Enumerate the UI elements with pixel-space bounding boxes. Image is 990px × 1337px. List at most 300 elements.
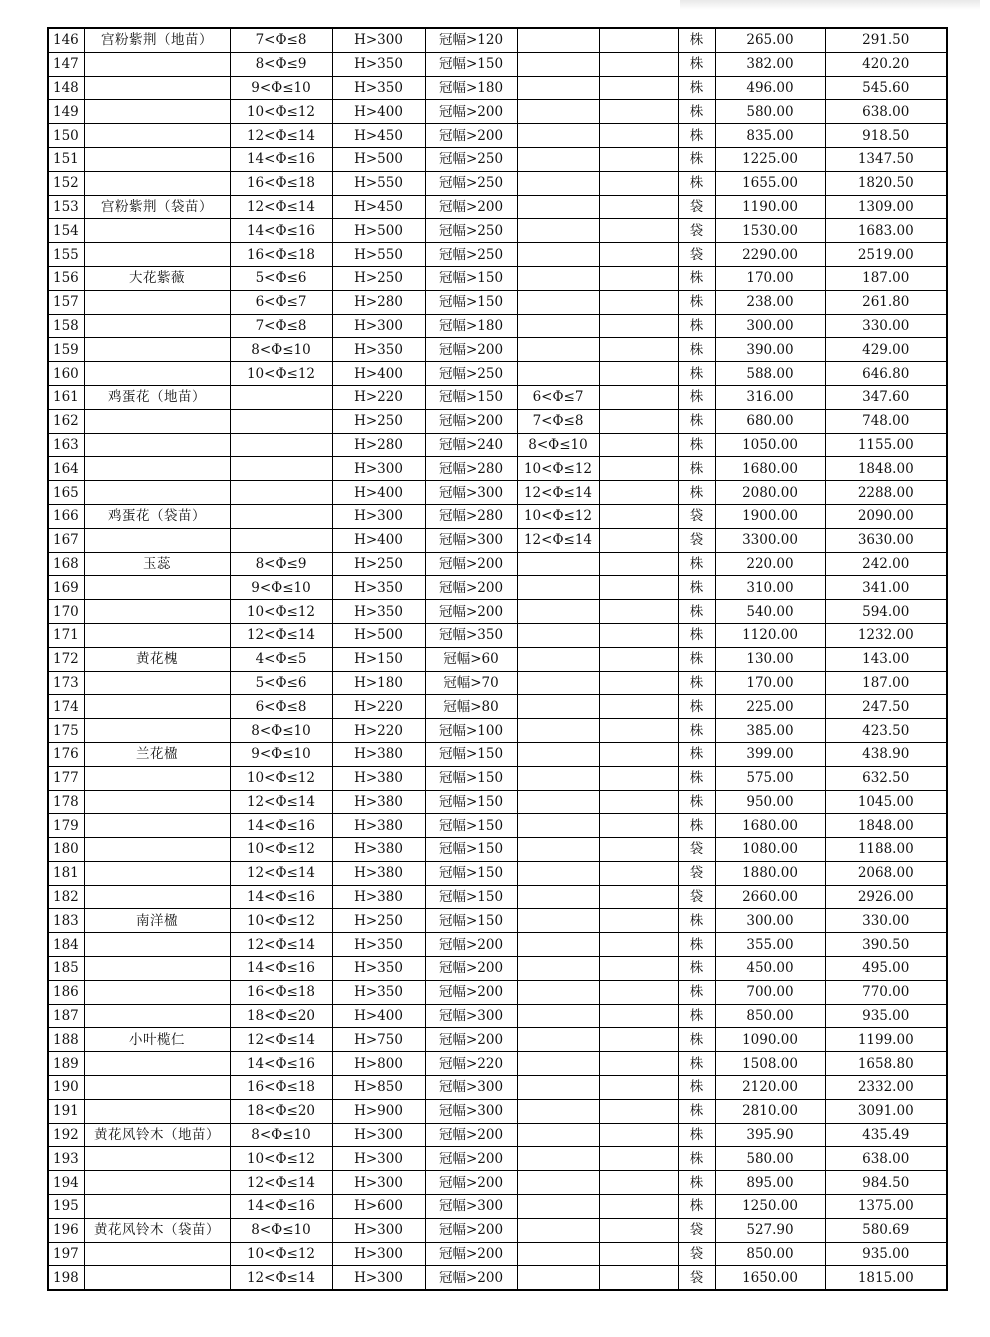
row-number-cell: 166 xyxy=(48,504,84,528)
row-number-cell: 167 xyxy=(48,528,84,552)
table-row xyxy=(48,909,947,933)
unit-cell: 株 xyxy=(678,647,715,671)
unit-cell: 株 xyxy=(678,623,715,647)
unit-cell: 袋 xyxy=(678,243,715,267)
height-cell: H>280 xyxy=(332,290,425,314)
row-number-cell: 176 xyxy=(48,742,84,766)
blank-column-cell xyxy=(599,28,678,52)
row-number-cell: 185 xyxy=(48,957,84,981)
ground-diameter-cell xyxy=(517,600,599,624)
height-cell: H>180 xyxy=(332,671,425,695)
ground-diameter-cell xyxy=(517,52,599,76)
ground-diameter-cell xyxy=(517,814,599,838)
blank-column-cell xyxy=(599,623,678,647)
blank-column-cell xyxy=(599,1195,678,1219)
unit-price-cell: 700.00 xyxy=(715,980,825,1004)
row-number-cell: 195 xyxy=(48,1195,84,1219)
trunk-diameter-cell xyxy=(230,481,332,505)
blank-column-cell xyxy=(599,861,678,885)
row-number-cell: 183 xyxy=(48,909,84,933)
plant-name-cell xyxy=(84,1147,230,1171)
crown-width-cell: 冠幅>200 xyxy=(425,957,517,981)
height-cell: H>380 xyxy=(332,861,425,885)
height-cell: H>300 xyxy=(332,1147,425,1171)
plant-name-cell xyxy=(84,171,230,195)
trunk-diameter-cell: 12<Φ≤14 xyxy=(230,1028,332,1052)
total-price-cell: 1815.00 xyxy=(825,1266,947,1290)
ground-diameter-cell xyxy=(517,742,599,766)
total-price-cell: 291.50 xyxy=(825,28,947,52)
row-number-cell: 173 xyxy=(48,671,84,695)
trunk-diameter-cell: 10<Φ≤12 xyxy=(230,1147,332,1171)
unit-cell: 株 xyxy=(678,814,715,838)
table-row xyxy=(48,647,947,671)
height-cell: H>350 xyxy=(332,76,425,100)
ground-diameter-cell xyxy=(517,552,599,576)
row-number-cell: 188 xyxy=(48,1028,84,1052)
unit-cell: 袋 xyxy=(678,219,715,243)
row-number-cell: 146 xyxy=(48,28,84,52)
total-price-cell: 420.20 xyxy=(825,52,947,76)
total-price-cell: 545.60 xyxy=(825,76,947,100)
total-price-cell: 1658.80 xyxy=(825,1052,947,1076)
row-number-cell: 191 xyxy=(48,1099,84,1123)
table-row xyxy=(48,28,947,52)
crown-width-cell: 冠幅>200 xyxy=(425,1266,517,1290)
crown-width-cell: 冠幅>250 xyxy=(425,219,517,243)
table-row xyxy=(48,147,947,171)
unit-cell: 株 xyxy=(678,1195,715,1219)
unit-cell: 株 xyxy=(678,76,715,100)
total-price-cell: 594.00 xyxy=(825,600,947,624)
trunk-diameter-cell xyxy=(230,385,332,409)
unit-cell: 株 xyxy=(678,980,715,1004)
row-number-cell: 193 xyxy=(48,1147,84,1171)
crown-width-cell: 冠幅>300 xyxy=(425,1195,517,1219)
crown-width-cell: 冠幅>250 xyxy=(425,171,517,195)
ground-diameter-cell xyxy=(517,1004,599,1028)
trunk-diameter-cell: 14<Φ≤16 xyxy=(230,957,332,981)
trunk-diameter-cell: 12<Φ≤14 xyxy=(230,623,332,647)
unit-price-cell: 130.00 xyxy=(715,647,825,671)
table-row xyxy=(48,671,947,695)
height-cell: H>300 xyxy=(332,1123,425,1147)
unit-price-cell: 265.00 xyxy=(715,28,825,52)
crown-width-cell: 冠幅>150 xyxy=(425,385,517,409)
trunk-diameter-cell xyxy=(230,433,332,457)
table-row xyxy=(48,576,947,600)
unit-price-cell: 1225.00 xyxy=(715,147,825,171)
total-price-cell: 646.80 xyxy=(825,362,947,386)
unit-price-cell: 835.00 xyxy=(715,124,825,148)
unit-cell: 袋 xyxy=(678,195,715,219)
row-number-cell: 159 xyxy=(48,338,84,362)
unit-price-cell: 170.00 xyxy=(715,266,825,290)
blank-column-cell xyxy=(599,266,678,290)
ground-diameter-cell xyxy=(517,338,599,362)
blank-column-cell xyxy=(599,957,678,981)
plant-name-cell: 黄花风铃木（袋苗） xyxy=(84,1218,230,1242)
ground-diameter-cell xyxy=(517,290,599,314)
unit-price-cell: 1680.00 xyxy=(715,814,825,838)
unit-cell: 株 xyxy=(678,290,715,314)
height-cell: H>350 xyxy=(332,338,425,362)
height-cell: H>550 xyxy=(332,243,425,267)
trunk-diameter-cell: 16<Φ≤18 xyxy=(230,1076,332,1100)
row-number-cell: 157 xyxy=(48,290,84,314)
ground-diameter-cell xyxy=(517,147,599,171)
table-row xyxy=(48,314,947,338)
trunk-diameter-cell: 14<Φ≤16 xyxy=(230,1195,332,1219)
trunk-diameter-cell: 5<Φ≤6 xyxy=(230,671,332,695)
unit-price-cell: 950.00 xyxy=(715,790,825,814)
height-cell: H>280 xyxy=(332,433,425,457)
crown-width-cell: 冠幅>200 xyxy=(425,1028,517,1052)
row-number-cell: 160 xyxy=(48,362,84,386)
height-cell: H>380 xyxy=(332,814,425,838)
crown-width-cell: 冠幅>150 xyxy=(425,790,517,814)
blank-column-cell xyxy=(599,1218,678,1242)
unit-price-cell: 1655.00 xyxy=(715,171,825,195)
total-price-cell: 2519.00 xyxy=(825,243,947,267)
table-row xyxy=(48,1099,947,1123)
ground-diameter-cell xyxy=(517,671,599,695)
blank-column-cell xyxy=(599,100,678,124)
crown-width-cell: 冠幅>180 xyxy=(425,314,517,338)
table-row xyxy=(48,957,947,981)
blank-column-cell xyxy=(599,1099,678,1123)
unit-price-cell: 588.00 xyxy=(715,362,825,386)
table-row xyxy=(48,124,947,148)
unit-price-cell: 527.90 xyxy=(715,1218,825,1242)
table-row xyxy=(48,76,947,100)
total-price-cell: 918.50 xyxy=(825,124,947,148)
blank-column-cell xyxy=(599,1147,678,1171)
unit-cell: 株 xyxy=(678,171,715,195)
table-row xyxy=(48,838,947,862)
table-row xyxy=(48,552,947,576)
trunk-diameter-cell: 12<Φ≤14 xyxy=(230,790,332,814)
crown-width-cell: 冠幅>200 xyxy=(425,100,517,124)
blank-column-cell xyxy=(599,124,678,148)
unit-cell: 株 xyxy=(678,742,715,766)
ground-diameter-cell: 7<Φ≤8 xyxy=(517,409,599,433)
blank-column-cell xyxy=(599,1266,678,1290)
height-cell: H>450 xyxy=(332,195,425,219)
crown-width-cell: 冠幅>60 xyxy=(425,647,517,671)
unit-cell: 株 xyxy=(678,671,715,695)
unit-price-cell: 385.00 xyxy=(715,719,825,743)
height-cell: H>250 xyxy=(332,266,425,290)
height-cell: H>850 xyxy=(332,1076,425,1100)
plant-name-cell xyxy=(84,481,230,505)
ground-diameter-cell xyxy=(517,1266,599,1290)
unit-price-cell: 395.90 xyxy=(715,1123,825,1147)
trunk-diameter-cell: 8<Φ≤9 xyxy=(230,552,332,576)
height-cell: H>400 xyxy=(332,481,425,505)
crown-width-cell: 冠幅>240 xyxy=(425,433,517,457)
blank-column-cell xyxy=(599,1004,678,1028)
unit-price-cell: 399.00 xyxy=(715,742,825,766)
trunk-diameter-cell: 4<Φ≤5 xyxy=(230,647,332,671)
trunk-diameter-cell: 14<Φ≤16 xyxy=(230,885,332,909)
ground-diameter-cell xyxy=(517,100,599,124)
unit-cell: 株 xyxy=(678,766,715,790)
table-row xyxy=(48,1052,947,1076)
blank-column-cell xyxy=(599,409,678,433)
height-cell: H>300 xyxy=(332,28,425,52)
plant-name-cell xyxy=(84,671,230,695)
table-row xyxy=(48,766,947,790)
plant-name-cell xyxy=(84,338,230,362)
row-number-cell: 153 xyxy=(48,195,84,219)
trunk-diameter-cell: 12<Φ≤14 xyxy=(230,861,332,885)
trunk-diameter-cell: 8<Φ≤10 xyxy=(230,1123,332,1147)
row-number-cell: 151 xyxy=(48,147,84,171)
total-price-cell: 2926.00 xyxy=(825,885,947,909)
plant-name-cell xyxy=(84,1076,230,1100)
trunk-diameter-cell: 8<Φ≤9 xyxy=(230,52,332,76)
height-cell: H>220 xyxy=(332,385,425,409)
total-price-cell: 242.00 xyxy=(825,552,947,576)
ground-diameter-cell xyxy=(517,909,599,933)
height-cell: H>150 xyxy=(332,647,425,671)
unit-cell: 株 xyxy=(678,552,715,576)
ground-diameter-cell xyxy=(517,1123,599,1147)
height-cell: H>350 xyxy=(332,933,425,957)
trunk-diameter-cell: 10<Φ≤12 xyxy=(230,100,332,124)
ground-diameter-cell xyxy=(517,957,599,981)
row-number-cell: 181 xyxy=(48,861,84,885)
total-price-cell: 347.60 xyxy=(825,385,947,409)
height-cell: H>500 xyxy=(332,147,425,171)
unit-cell: 株 xyxy=(678,362,715,386)
height-cell: H>550 xyxy=(332,171,425,195)
plant-name-cell xyxy=(84,885,230,909)
ground-diameter-cell xyxy=(517,885,599,909)
ground-diameter-cell: 8<Φ≤10 xyxy=(517,433,599,457)
plant-name-cell xyxy=(84,980,230,1004)
plant-name-cell xyxy=(84,457,230,481)
height-cell: H>350 xyxy=(332,957,425,981)
table-row xyxy=(48,504,947,528)
unit-cell: 株 xyxy=(678,1171,715,1195)
crown-width-cell: 冠幅>200 xyxy=(425,1242,517,1266)
total-price-cell: 1683.00 xyxy=(825,219,947,243)
plant-name-cell xyxy=(84,933,230,957)
row-number-cell: 156 xyxy=(48,266,84,290)
unit-price-cell: 1650.00 xyxy=(715,1266,825,1290)
total-price-cell: 390.50 xyxy=(825,933,947,957)
unit-price-cell: 1090.00 xyxy=(715,1028,825,1052)
unit-cell: 株 xyxy=(678,52,715,76)
crown-width-cell: 冠幅>200 xyxy=(425,1147,517,1171)
unit-price-cell: 895.00 xyxy=(715,1171,825,1195)
height-cell: H>250 xyxy=(332,409,425,433)
blank-column-cell xyxy=(599,1028,678,1052)
blank-column-cell xyxy=(599,600,678,624)
blank-column-cell xyxy=(599,290,678,314)
plant-name-cell xyxy=(84,719,230,743)
unit-cell: 株 xyxy=(678,266,715,290)
unit-price-cell: 2080.00 xyxy=(715,481,825,505)
trunk-diameter-cell: 14<Φ≤16 xyxy=(230,814,332,838)
total-price-cell: 2332.00 xyxy=(825,1076,947,1100)
unit-cell: 株 xyxy=(678,1076,715,1100)
plant-name-cell xyxy=(84,1004,230,1028)
plant-name-cell xyxy=(84,576,230,600)
total-price-cell: 330.00 xyxy=(825,314,947,338)
crown-width-cell: 冠幅>300 xyxy=(425,1099,517,1123)
height-cell: H>350 xyxy=(332,52,425,76)
ground-diameter-cell xyxy=(517,695,599,719)
total-price-cell: 580.69 xyxy=(825,1218,947,1242)
trunk-diameter-cell: 12<Φ≤14 xyxy=(230,124,332,148)
trunk-diameter-cell: 12<Φ≤14 xyxy=(230,1171,332,1195)
unit-cell: 袋 xyxy=(678,1242,715,1266)
height-cell: H>300 xyxy=(332,504,425,528)
row-number-cell: 178 xyxy=(48,790,84,814)
crown-width-cell: 冠幅>100 xyxy=(425,719,517,743)
unit-cell: 株 xyxy=(678,481,715,505)
crown-width-cell: 冠幅>300 xyxy=(425,528,517,552)
total-price-cell: 632.50 xyxy=(825,766,947,790)
unit-price-cell: 1250.00 xyxy=(715,1195,825,1219)
plant-name-cell xyxy=(84,695,230,719)
crown-width-cell: 冠幅>350 xyxy=(425,623,517,647)
table-row xyxy=(48,433,947,457)
crown-width-cell: 冠幅>250 xyxy=(425,243,517,267)
crown-width-cell: 冠幅>150 xyxy=(425,838,517,862)
ground-diameter-cell xyxy=(517,124,599,148)
unit-price-cell: 170.00 xyxy=(715,671,825,695)
plant-name-cell: 兰花楹 xyxy=(84,742,230,766)
height-cell: H>750 xyxy=(332,1028,425,1052)
plant-name-cell xyxy=(84,147,230,171)
table-row xyxy=(48,933,947,957)
trunk-diameter-cell: 7<Φ≤8 xyxy=(230,28,332,52)
row-number-cell: 148 xyxy=(48,76,84,100)
trunk-diameter-cell xyxy=(230,409,332,433)
unit-price-cell: 496.00 xyxy=(715,76,825,100)
unit-cell: 株 xyxy=(678,314,715,338)
trunk-diameter-cell: 14<Φ≤16 xyxy=(230,219,332,243)
table-row xyxy=(48,385,947,409)
plant-name-cell xyxy=(84,838,230,862)
crown-width-cell: 冠幅>200 xyxy=(425,980,517,1004)
unit-price-cell: 1880.00 xyxy=(715,861,825,885)
crown-width-cell: 冠幅>300 xyxy=(425,481,517,505)
table-row xyxy=(48,1076,947,1100)
blank-column-cell xyxy=(599,147,678,171)
height-cell: H>380 xyxy=(332,742,425,766)
ground-diameter-cell xyxy=(517,933,599,957)
unit-cell: 株 xyxy=(678,1004,715,1028)
table-row xyxy=(48,243,947,267)
trunk-diameter-cell: 8<Φ≤10 xyxy=(230,1218,332,1242)
total-price-cell: 143.00 xyxy=(825,647,947,671)
plant-name-cell xyxy=(84,600,230,624)
ground-diameter-cell xyxy=(517,314,599,338)
crown-width-cell: 冠幅>250 xyxy=(425,362,517,386)
height-cell: H>380 xyxy=(332,766,425,790)
unit-price-cell: 1050.00 xyxy=(715,433,825,457)
ground-diameter-cell: 10<Φ≤12 xyxy=(517,504,599,528)
crown-width-cell: 冠幅>150 xyxy=(425,742,517,766)
unit-cell: 袋 xyxy=(678,1266,715,1290)
plant-name-cell xyxy=(84,1171,230,1195)
total-price-cell: 1188.00 xyxy=(825,838,947,862)
plant-name-cell: 黄花槐 xyxy=(84,647,230,671)
ground-diameter-cell xyxy=(517,28,599,52)
unit-price-cell: 2120.00 xyxy=(715,1076,825,1100)
blank-column-cell xyxy=(599,362,678,386)
table-row xyxy=(48,719,947,743)
crown-width-cell: 冠幅>80 xyxy=(425,695,517,719)
trunk-diameter-cell: 12<Φ≤14 xyxy=(230,933,332,957)
height-cell: H>450 xyxy=(332,124,425,148)
trunk-diameter-cell: 16<Φ≤18 xyxy=(230,171,332,195)
ground-diameter-cell xyxy=(517,766,599,790)
row-number-cell: 163 xyxy=(48,433,84,457)
ground-diameter-cell xyxy=(517,1171,599,1195)
plant-name-cell xyxy=(84,1195,230,1219)
unit-price-cell: 1120.00 xyxy=(715,623,825,647)
blank-column-cell xyxy=(599,980,678,1004)
unit-cell: 袋 xyxy=(678,528,715,552)
trunk-diameter-cell: 10<Φ≤12 xyxy=(230,1242,332,1266)
blank-column-cell xyxy=(599,1076,678,1100)
table-row xyxy=(48,980,947,1004)
trunk-diameter-cell xyxy=(230,528,332,552)
ground-diameter-cell xyxy=(517,861,599,885)
total-price-cell: 247.50 xyxy=(825,695,947,719)
total-price-cell: 1155.00 xyxy=(825,433,947,457)
height-cell: H>380 xyxy=(332,790,425,814)
plant-name-cell: 小叶榄仁 xyxy=(84,1028,230,1052)
unit-cell: 株 xyxy=(678,1028,715,1052)
row-number-cell: 180 xyxy=(48,838,84,862)
trunk-diameter-cell: 6<Φ≤8 xyxy=(230,695,332,719)
blank-column-cell xyxy=(599,219,678,243)
crown-width-cell: 冠幅>150 xyxy=(425,909,517,933)
height-cell: H>300 xyxy=(332,1171,425,1195)
plant-name-cell xyxy=(84,1266,230,1290)
height-cell: H>250 xyxy=(332,552,425,576)
ground-diameter-cell xyxy=(517,195,599,219)
plant-name-cell xyxy=(84,1052,230,1076)
height-cell: H>400 xyxy=(332,528,425,552)
ground-diameter-cell: 6<Φ≤7 xyxy=(517,385,599,409)
ground-diameter-cell xyxy=(517,1076,599,1100)
table-row xyxy=(48,885,947,909)
plant-name-cell xyxy=(84,76,230,100)
ground-diameter-cell xyxy=(517,1028,599,1052)
table-row xyxy=(48,338,947,362)
total-price-cell: 1820.50 xyxy=(825,171,947,195)
crown-width-cell: 冠幅>200 xyxy=(425,338,517,362)
ground-diameter-cell xyxy=(517,719,599,743)
table-row xyxy=(48,409,947,433)
unit-cell: 袋 xyxy=(678,838,715,862)
crown-width-cell: 冠幅>200 xyxy=(425,552,517,576)
table-row xyxy=(48,814,947,838)
blank-column-cell xyxy=(599,504,678,528)
blank-column-cell xyxy=(599,528,678,552)
row-number-cell: 179 xyxy=(48,814,84,838)
total-price-cell: 1232.00 xyxy=(825,623,947,647)
crown-width-cell: 冠幅>250 xyxy=(425,147,517,171)
